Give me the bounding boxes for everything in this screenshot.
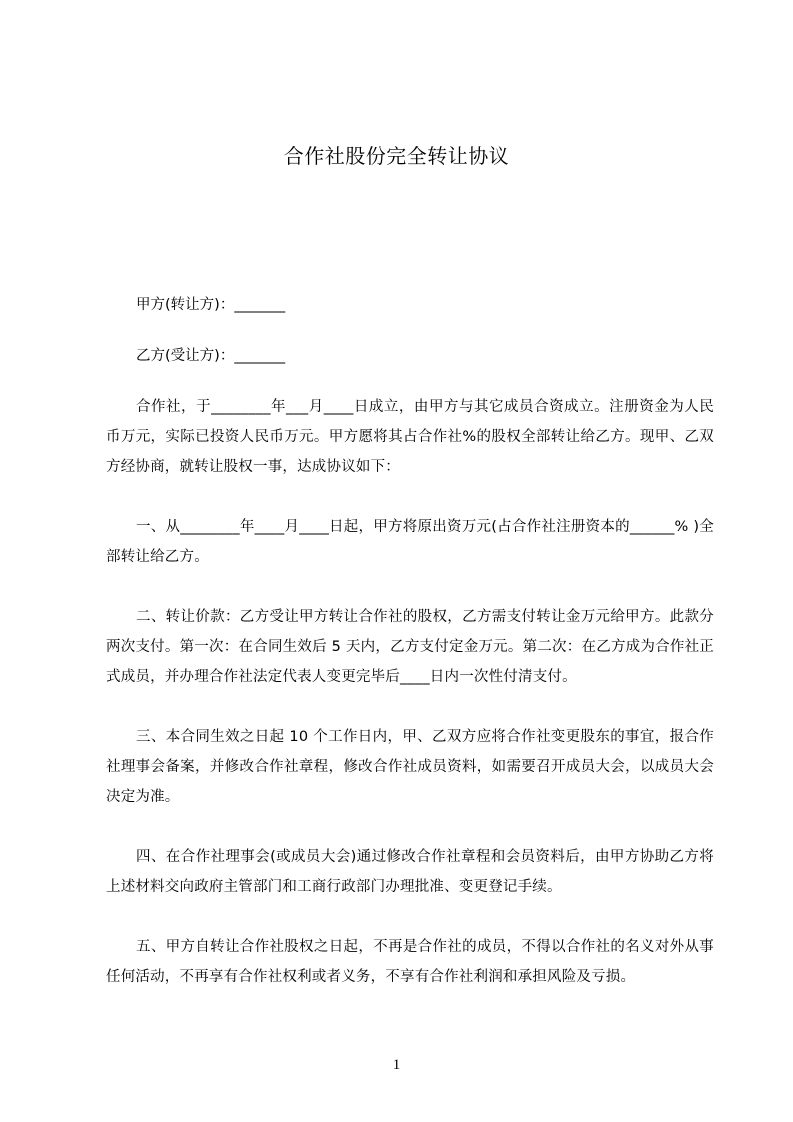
clause-2-paragraph: 二、转让价款：乙方受让甲方转让合作社的股权，乙方需支付转让金万元给甲方。此款分两次支付。第一次：在合同生效后 5 天内，乙方支付定金万元。第二次：在乙方成为合作社正式成员，并办理合作社法定代表人变更完毕后____日内一次性付清支付。 [106, 609, 714, 685]
clause-1-paragraph: 一、从________年____月____日起，甲方将原出资万元(占合作社注册资本的______% )全部转让给乙方。 [106, 519, 714, 565]
page-number: 1 [392, 1057, 401, 1073]
party-b-line: 乙方(受让方)：_______ [136, 348, 286, 364]
clause-4-paragraph: 四、在合作社理事会(或成员大会)通过修改合作社章程和会员资料后，由甲方协助乙方将上述材料交向政府主管部门和工商行政部门办理批准、变更登记手续。 [106, 849, 714, 895]
clause-3-paragraph: 三、本合同生效之日起 10 个工作日内，甲、乙双方应将合作社变更股东的事宜，报合作社理事会备案，并修改合作社章程，修改合作社成员资料，如需要召开成员大会，以成员大会决定为准。 [106, 729, 714, 805]
document-title: 合作社股份完全转让协议 [283, 144, 510, 168]
party-a-line: 甲方(转让方)：_______ [136, 297, 286, 313]
intro-paragraph: 合作社，于________年___月____日成立，由甲方与其它成员合资成立。注册资金为人民币万元，实际已投资人民币万元。甲方愿将其占合作社%的股权全部转让给乙方。现甲、乙双方经协商，就转让股权一事，达成协议如下： [106, 399, 714, 475]
document-body [106, 290, 714, 1022]
clause-5-paragraph: 五、甲方自转让合作社股权之日起，不再是合作社的成员，不得以合作社的名义对外从事任何活动，不再享有合作社权利或者义务，不享有合作社利润和承担风险及亏损。 [106, 939, 714, 985]
